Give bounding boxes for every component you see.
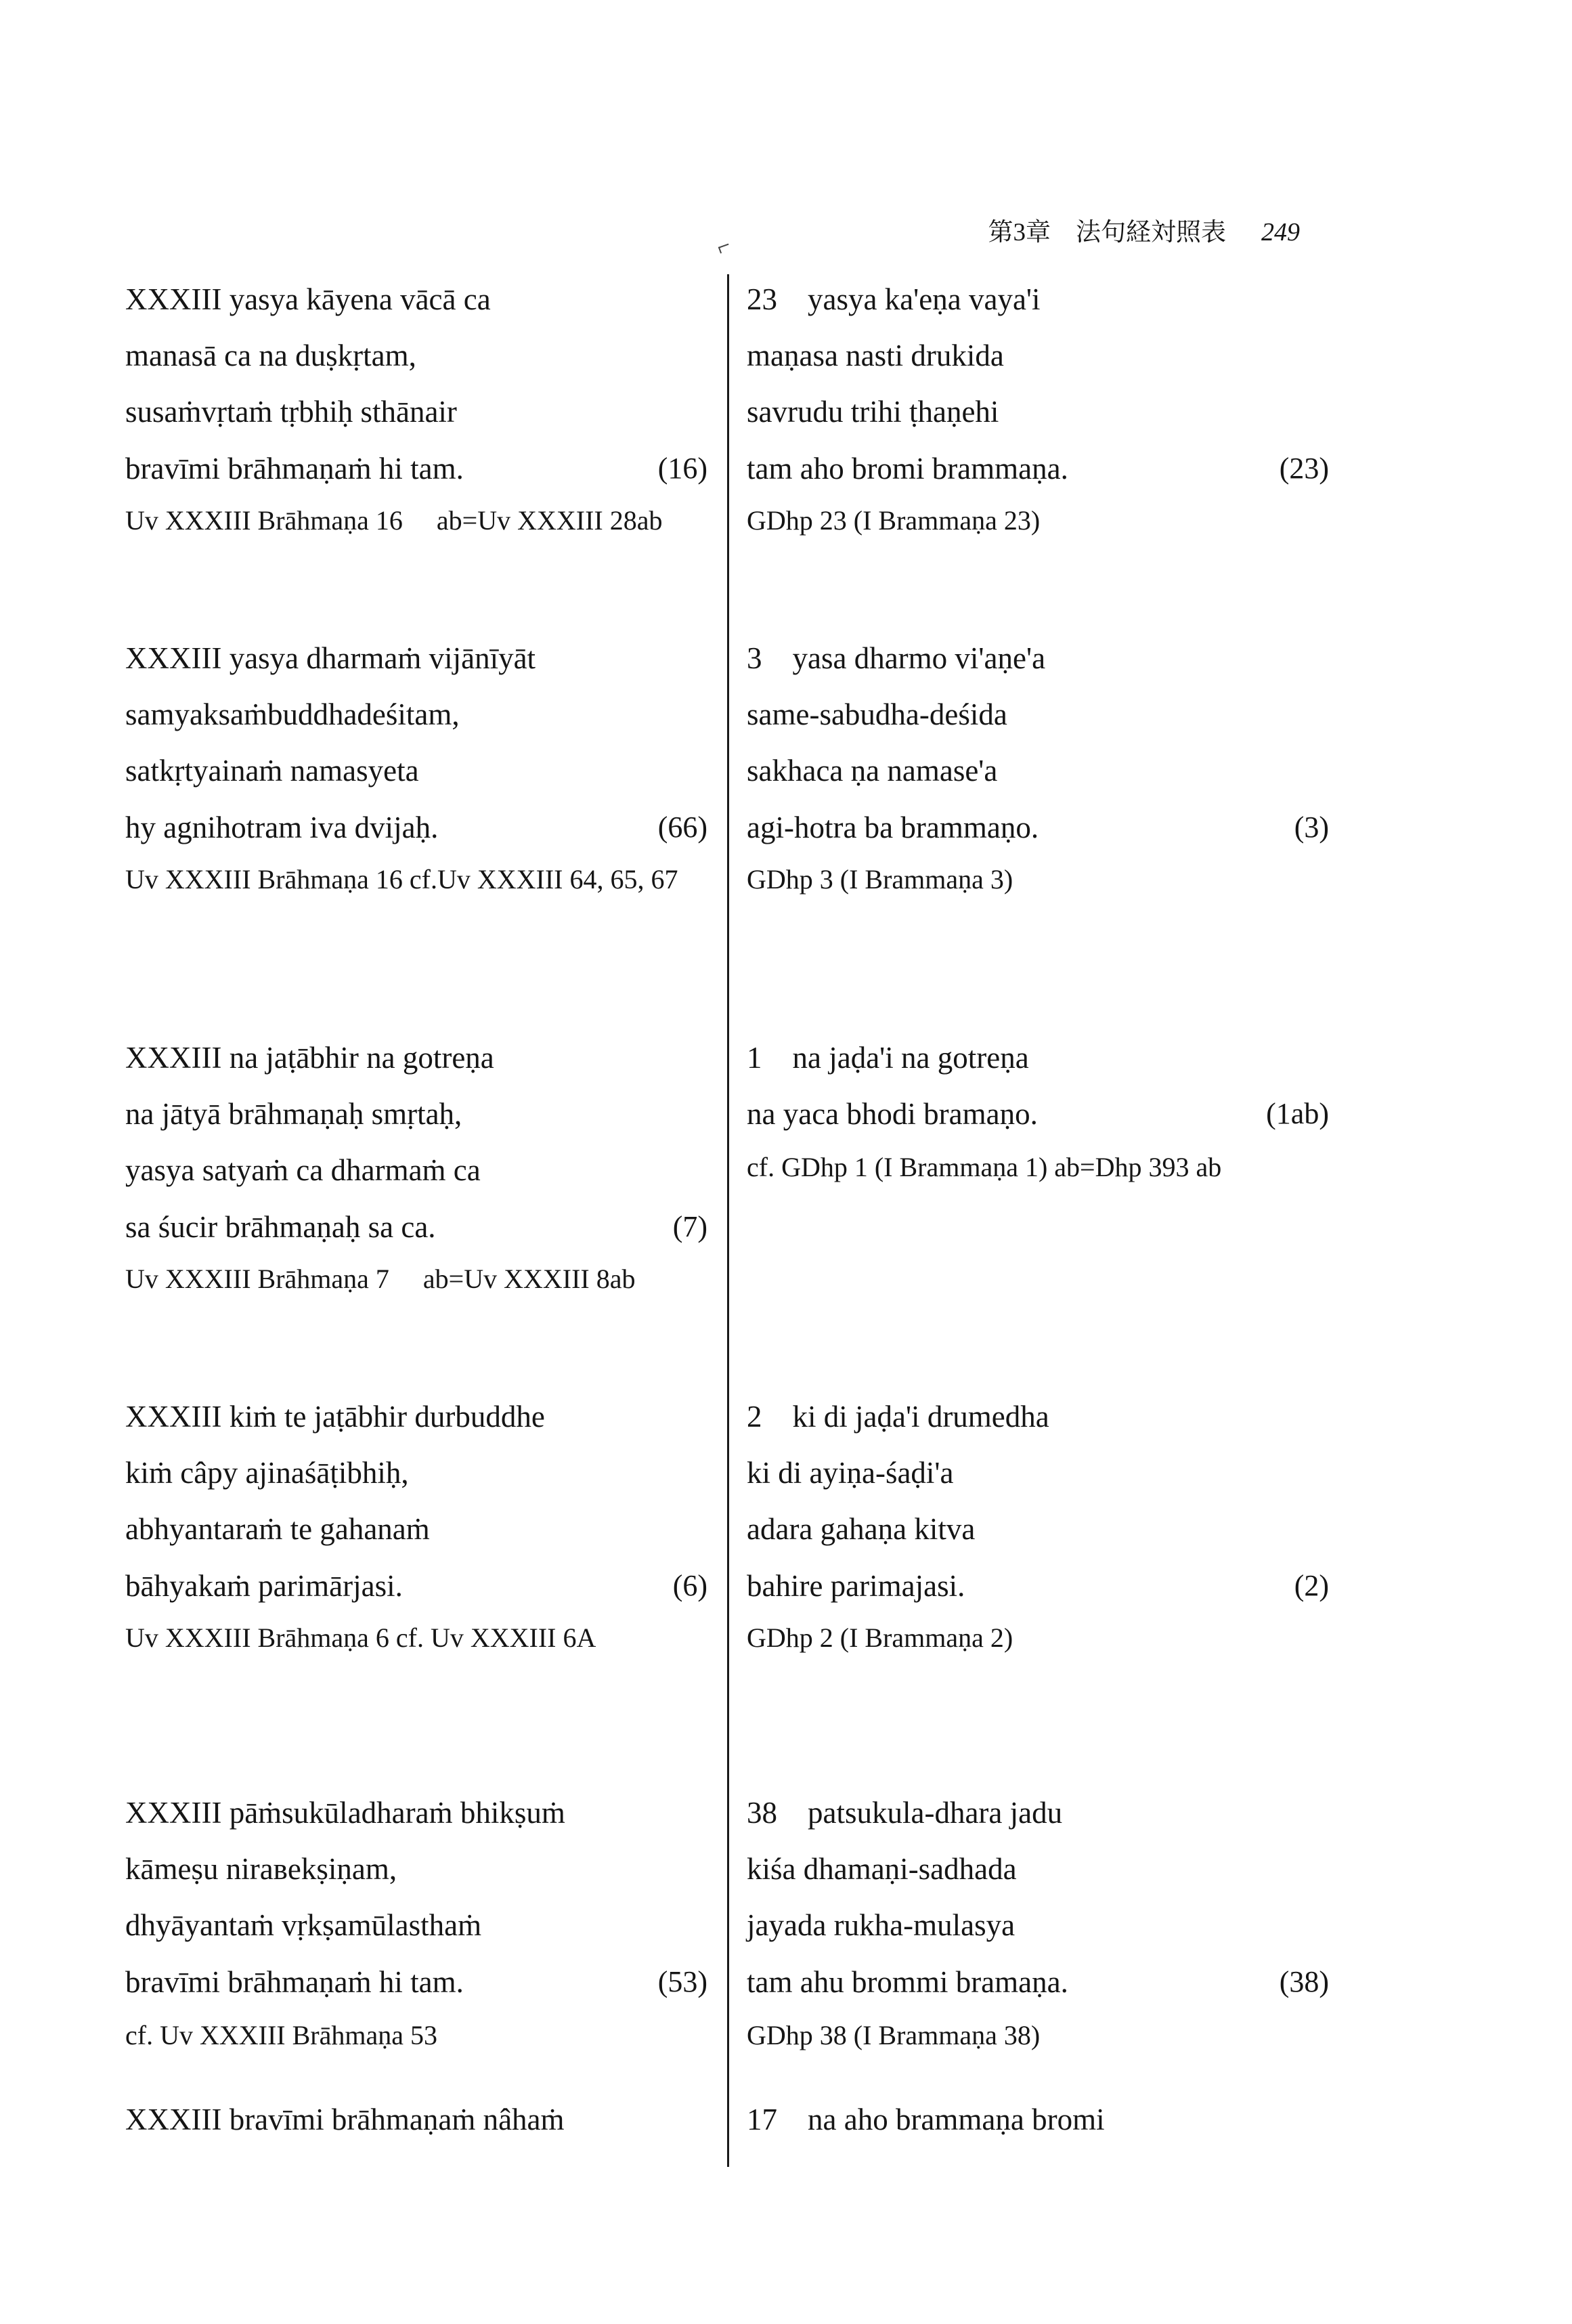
- verse-line: same-sabudha-deśida: [747, 697, 1007, 731]
- verse-line-last: [125, 454, 707, 484]
- verse-text: tam ahu brommi bramaṇa.: [747, 1965, 1068, 1999]
- verse-line: kāmeṣu nirавekṣiṇam,: [125, 1852, 397, 1886]
- verse-line-last: [125, 1967, 707, 1998]
- verse-line-last: [125, 1212, 707, 1243]
- verse-reference: Uv XXXIII Brāhmaṇa 6 cf. Uv XXXIII 6A: [125, 1622, 596, 1653]
- verse-text: na yaca bhodi bramaṇo.: [747, 1097, 1038, 1131]
- verse-line-last: [125, 1571, 707, 1601]
- verse-line: maṇasa nasti drukida: [747, 339, 1004, 372]
- verse-line: na jātyā brāhmaṇaḥ smṛtaḥ,: [125, 1097, 462, 1131]
- verse-number: (7): [672, 1210, 707, 1243]
- verse-text: bravīmi brāhmaṇaṁ hi tam.: [125, 452, 464, 486]
- chapter-title: 第3章 法句経対照表: [988, 219, 1226, 246]
- verse-line: sakhaca ṇa namase'a: [747, 754, 998, 788]
- verse-line: 17 na aho brammaṇa bromi: [747, 2103, 1105, 2136]
- verse-reference: GDhp 3 (I Brammaṇa 3): [747, 864, 1013, 895]
- verse-line: yasya satyaṁ ca dharmaṁ ca: [125, 1153, 481, 1187]
- verse-line: 3 yasa dharmo vi'aṇe'a: [747, 641, 1046, 675]
- verse-line-last: [747, 1099, 1329, 1129]
- verse-line: XXXIII yasya dharmaṁ vijānīyāt: [125, 641, 536, 675]
- verse-reference: cf. Uv XXXIII Brāhmaṇa 53: [125, 2020, 437, 2050]
- verse-text: bāhyakaṁ parimārjasi.: [125, 1569, 403, 1603]
- verse-line: XXXIII yasya kāyena vācā ca: [125, 282, 491, 316]
- verse-number: (66): [657, 811, 707, 844]
- verse-line: 2 ki di jaḍa'i drumedha: [747, 1400, 1049, 1434]
- verse-line: XXXIII kiṁ te jaṭābhir durbuddhe: [125, 1400, 545, 1434]
- verse-line-last: [125, 813, 707, 843]
- column-divider: [727, 274, 729, 2167]
- verse-number: (23): [1279, 452, 1329, 485]
- verse-line-last: [747, 1967, 1329, 1998]
- verse-line: dhyāyantaṁ vṛkṣamūlasthaṁ: [125, 1908, 482, 1942]
- page-number: 249: [1261, 218, 1300, 246]
- verse-text: bravīmi brāhmaṇaṁ hi tam.: [125, 1965, 464, 1999]
- verse-number: (1ab): [1266, 1097, 1329, 1130]
- verse-line-last: [747, 454, 1329, 484]
- verse-line: 23 yasya ka'eṇa vaya'i: [747, 282, 1041, 316]
- verse-number: (38): [1279, 1965, 1329, 1998]
- verse-reference: GDhp 23 (I Brammaṇa 23): [747, 505, 1041, 536]
- verse-reference: GDhp 38 (I Brammaṇa 38): [747, 2020, 1041, 2050]
- verse-text: agi-hotra ba brammaṇo.: [747, 811, 1039, 844]
- verse-number: (2): [1294, 1569, 1329, 1602]
- verse-number: (16): [657, 452, 707, 485]
- verse-line: XXXIII na jaṭābhir na gotreṇa: [125, 1041, 494, 1075]
- verse-line: kiśa dhamaṇi-sadhada: [747, 1852, 1017, 1886]
- verse-number: (6): [672, 1569, 707, 1602]
- verse-line: adara gahaṇa kitva: [747, 1512, 976, 1546]
- verse-reference: cf. GDhp 1 (I Brammaṇa 1) ab=Dhp 393 ab: [747, 1152, 1222, 1182]
- verse-reference: Uv XXXIII Brāhmaṇa 16 ab=Uv XXXIII 28ab: [125, 505, 663, 536]
- verse-line: XXXIII bravīmi brāhmaṇaṁ nâhaṁ: [125, 2103, 565, 2136]
- verse-reference: Uv XXXIII Brāhmaṇa 16 cf.Uv XXXIII 64, 65, 67: [125, 864, 678, 895]
- print-mark: [718, 244, 730, 254]
- verse-line: 38 patsukula-dhara jadu: [747, 1796, 1063, 1830]
- verse-line: susaṁvṛtaṁ tṛbhiḥ sthānair: [125, 395, 457, 429]
- verse-line-last: [747, 1571, 1329, 1601]
- verse-line: samyaksaṁbuddhadeśitam,: [125, 697, 460, 731]
- verse-line: 1 na jaḍa'i na gotreṇa: [747, 1041, 1029, 1075]
- verse-line: manasā ca na duṣkṛtam,: [125, 339, 416, 372]
- verse-number: (53): [657, 1965, 707, 1998]
- verse-text: tam aho bromi brammaṇa.: [747, 452, 1068, 486]
- verse-text: hy agnihotram iva dvijaḥ.: [125, 811, 439, 844]
- verse-reference: GDhp 2 (I Brammaṇa 2): [747, 1622, 1013, 1653]
- verse-line: abhyantaraṁ te gahanaṁ: [125, 1512, 430, 1546]
- verse-reference: Uv XXXIII Brāhmaṇa 7 ab=Uv XXXIII 8ab: [125, 1264, 636, 1294]
- verse-line: kiṁ câpy ajinaśāṭibhiḥ,: [125, 1456, 409, 1490]
- verse-line: ki di ayiṇa-śaḍi'a: [747, 1456, 954, 1490]
- verse-text: bahire parimajasi.: [747, 1569, 965, 1603]
- verse-line-last: [747, 813, 1329, 843]
- verse-line: satkṛtyainaṁ namasyeta: [125, 754, 419, 788]
- verse-line: savrudu trihi ṭhaṇehi: [747, 395, 999, 429]
- verse-line: jayada rukha-mulasya: [747, 1908, 1016, 1942]
- verse-line: XXXIII pāṁsukūladharaṁ bhikṣuṁ: [125, 1796, 565, 1830]
- running-header: [988, 211, 1301, 248]
- verse-text: sa śucir brāhmaṇaḥ sa ca.: [125, 1210, 436, 1244]
- verse-number: (3): [1294, 811, 1329, 844]
